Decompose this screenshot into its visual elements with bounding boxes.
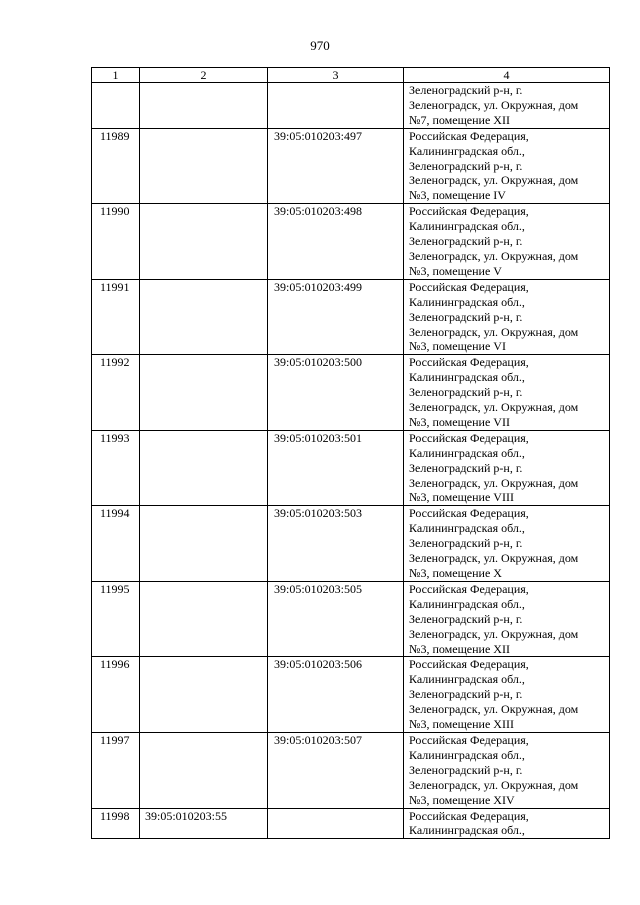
table-row <box>92 808 610 839</box>
address-line: Калининградская обл., <box>409 370 525 385</box>
address-cell <box>404 808 610 839</box>
address-cell <box>404 128 610 204</box>
address-line: Зеленоградск, ул. Окружная, дом <box>409 173 579 188</box>
cadastral-number-cell <box>268 83 404 129</box>
row-number-cell: 11991 <box>92 279 140 355</box>
address-line: Зеленоградский р-н, г. <box>409 687 523 702</box>
row-number-cell: 11989 <box>92 128 140 204</box>
address-line: Калининградская обл., <box>409 596 525 611</box>
address-line: №3, помещение VI <box>409 339 506 354</box>
address-line: №3, помещение IV <box>409 188 506 203</box>
column-header-2: 2 <box>140 68 268 83</box>
address-cell <box>404 430 610 506</box>
table-row <box>92 128 610 204</box>
cadastral-number-parent-cell <box>140 355 268 431</box>
address-line: Калининградская обл., <box>409 672 525 687</box>
address-line: Зеленоградск, ул. Окружная, дом <box>409 324 579 339</box>
row-number-cell: 11994 <box>92 506 140 582</box>
address-line: Российская Федерация, <box>409 581 529 596</box>
address-line: №3, помещение V <box>409 263 502 278</box>
address-line: Зеленоградск, ул. Окружная, дом <box>409 97 579 112</box>
table-row <box>92 83 610 129</box>
cadastral-number-cell: 39:05:010203:506 <box>268 657 404 733</box>
address-line: Калининградская обл., <box>409 294 525 309</box>
address-line: Зеленоградский р-н, г. <box>409 309 523 324</box>
address-line: Зеленоградск, ул. Окружная, дом <box>409 400 579 415</box>
row-number-cell: 11992 <box>92 355 140 431</box>
column-header-3: 3 <box>268 68 404 83</box>
cadastral-number-parent-cell <box>140 430 268 506</box>
address-line: Российская Федерация, <box>409 808 529 823</box>
address-line: Российская Федерация, <box>409 279 529 294</box>
address-line: Зеленоградск, ул. Окружная, дом <box>409 475 579 490</box>
address-line: Зеленоградск, ул. Окружная, дом <box>409 551 579 566</box>
cadastral-number-cell: 39:05:010203:505 <box>268 581 404 657</box>
cadastral-number-cell: 39:05:010203:507 <box>268 732 404 808</box>
address-line: Российская Федерация, <box>409 506 529 521</box>
address-line: Калининградская обл., <box>409 747 525 762</box>
cadastral-number-parent-cell <box>140 581 268 657</box>
cadastral-number-parent-cell <box>140 83 268 129</box>
address-line: Зеленоградский р-н, г. <box>409 611 523 626</box>
address-line: Российская Федерация, <box>409 732 529 747</box>
address-line: Зеленоградский р-н, г. <box>409 460 523 475</box>
address-cell <box>404 204 610 280</box>
address-cell <box>404 506 610 582</box>
address-line: Российская Федерация, <box>409 657 529 672</box>
address-line: №3, помещение VII <box>409 414 510 429</box>
address-line: №3, помещение X <box>409 566 502 580</box>
row-number-cell: 11995 <box>92 581 140 657</box>
cadastral-number-parent-cell <box>140 128 268 204</box>
address-line: Зеленоградский р-н, г. <box>409 385 523 400</box>
cadastral-number-parent-cell <box>140 732 268 808</box>
cadastral-number-cell <box>268 808 404 839</box>
row-number-cell <box>92 83 140 129</box>
table-row <box>92 204 610 280</box>
row-number-cell: 11993 <box>92 430 140 506</box>
address-line: Зеленоградск, ул. Окружная, дом <box>409 777 579 792</box>
address-line: Калининградская обл., <box>409 143 525 158</box>
address-line: №3, помещение XIII <box>409 717 514 732</box>
table-header-row <box>92 68 610 83</box>
cadastral-number-cell: 39:05:010203:503 <box>268 506 404 582</box>
cadastral-number-parent-cell <box>140 506 268 582</box>
cadastral-number-cell: 39:05:010203:499 <box>268 279 404 355</box>
cadastral-number-parent-cell <box>140 279 268 355</box>
address-cell <box>404 581 610 657</box>
cadastral-number-cell: 39:05:010203:497 <box>268 128 404 204</box>
row-number-cell: 11996 <box>92 657 140 733</box>
address-cell <box>404 355 610 431</box>
cadastral-number-cell: 39:05:010203:498 <box>268 204 404 280</box>
address-line: Калининградская обл., <box>409 823 525 838</box>
table-row <box>92 657 610 733</box>
address-line: Российская Федерация, <box>409 128 529 143</box>
address-line: №3, помещение XIV <box>409 792 515 807</box>
address-line: Зеленоградск, ул. Окружная, дом <box>409 248 579 263</box>
address-line: Зеленоградск, ул. Окружная, дом <box>409 702 579 717</box>
address-line: Зеленоградский р-н, г. <box>409 234 523 249</box>
address-line: Зеленоградский р-н, г. <box>409 762 523 777</box>
address-line: Калининградская обл., <box>409 521 525 536</box>
address-line: №3, помещение XII <box>409 641 510 656</box>
cadastral-number-parent-cell <box>140 657 268 733</box>
address-line: Российская Федерация, <box>409 430 529 445</box>
row-number-cell: 11998 <box>92 808 140 839</box>
cadastral-number-parent-cell <box>140 204 268 280</box>
address-cell <box>404 657 610 733</box>
address-line: Калининградская обл., <box>409 219 525 234</box>
cadastral-number-cell: 39:05:010203:500 <box>268 355 404 431</box>
address-line: Зеленоградский р-н, г. <box>409 83 523 97</box>
page-number: 970 <box>310 38 330 53</box>
address-line: №3, помещение VIII <box>409 490 514 505</box>
table-row <box>92 430 610 506</box>
address-line: Зеленоградский р-н, г. <box>409 158 523 173</box>
address-line: №7, помещение XII <box>409 112 510 127</box>
address-cell <box>404 279 610 355</box>
table-row <box>92 279 610 355</box>
address-line: Зеленоградский р-н, г. <box>409 536 523 551</box>
table-row <box>92 581 610 657</box>
address-cell <box>404 83 610 129</box>
address-line: Калининградская обл., <box>409 445 525 460</box>
address-line: Российская Федерация, <box>409 355 529 370</box>
row-number-cell: 11997 <box>92 732 140 808</box>
cadastral-number-cell: 39:05:010203:501 <box>268 430 404 506</box>
registry-table <box>91 67 610 839</box>
column-header-1: 1 <box>92 68 140 83</box>
table-row <box>92 732 610 808</box>
address-line: Российская Федерация, <box>409 204 529 219</box>
table-row <box>92 355 610 431</box>
address-line: Зеленоградск, ул. Окружная, дом <box>409 626 579 641</box>
table-row <box>92 506 610 582</box>
address-cell <box>404 732 610 808</box>
column-header-4: 4 <box>404 68 610 83</box>
row-number-cell: 11990 <box>92 204 140 280</box>
cadastral-number-parent-cell: 39:05:010203:55 <box>140 808 268 839</box>
